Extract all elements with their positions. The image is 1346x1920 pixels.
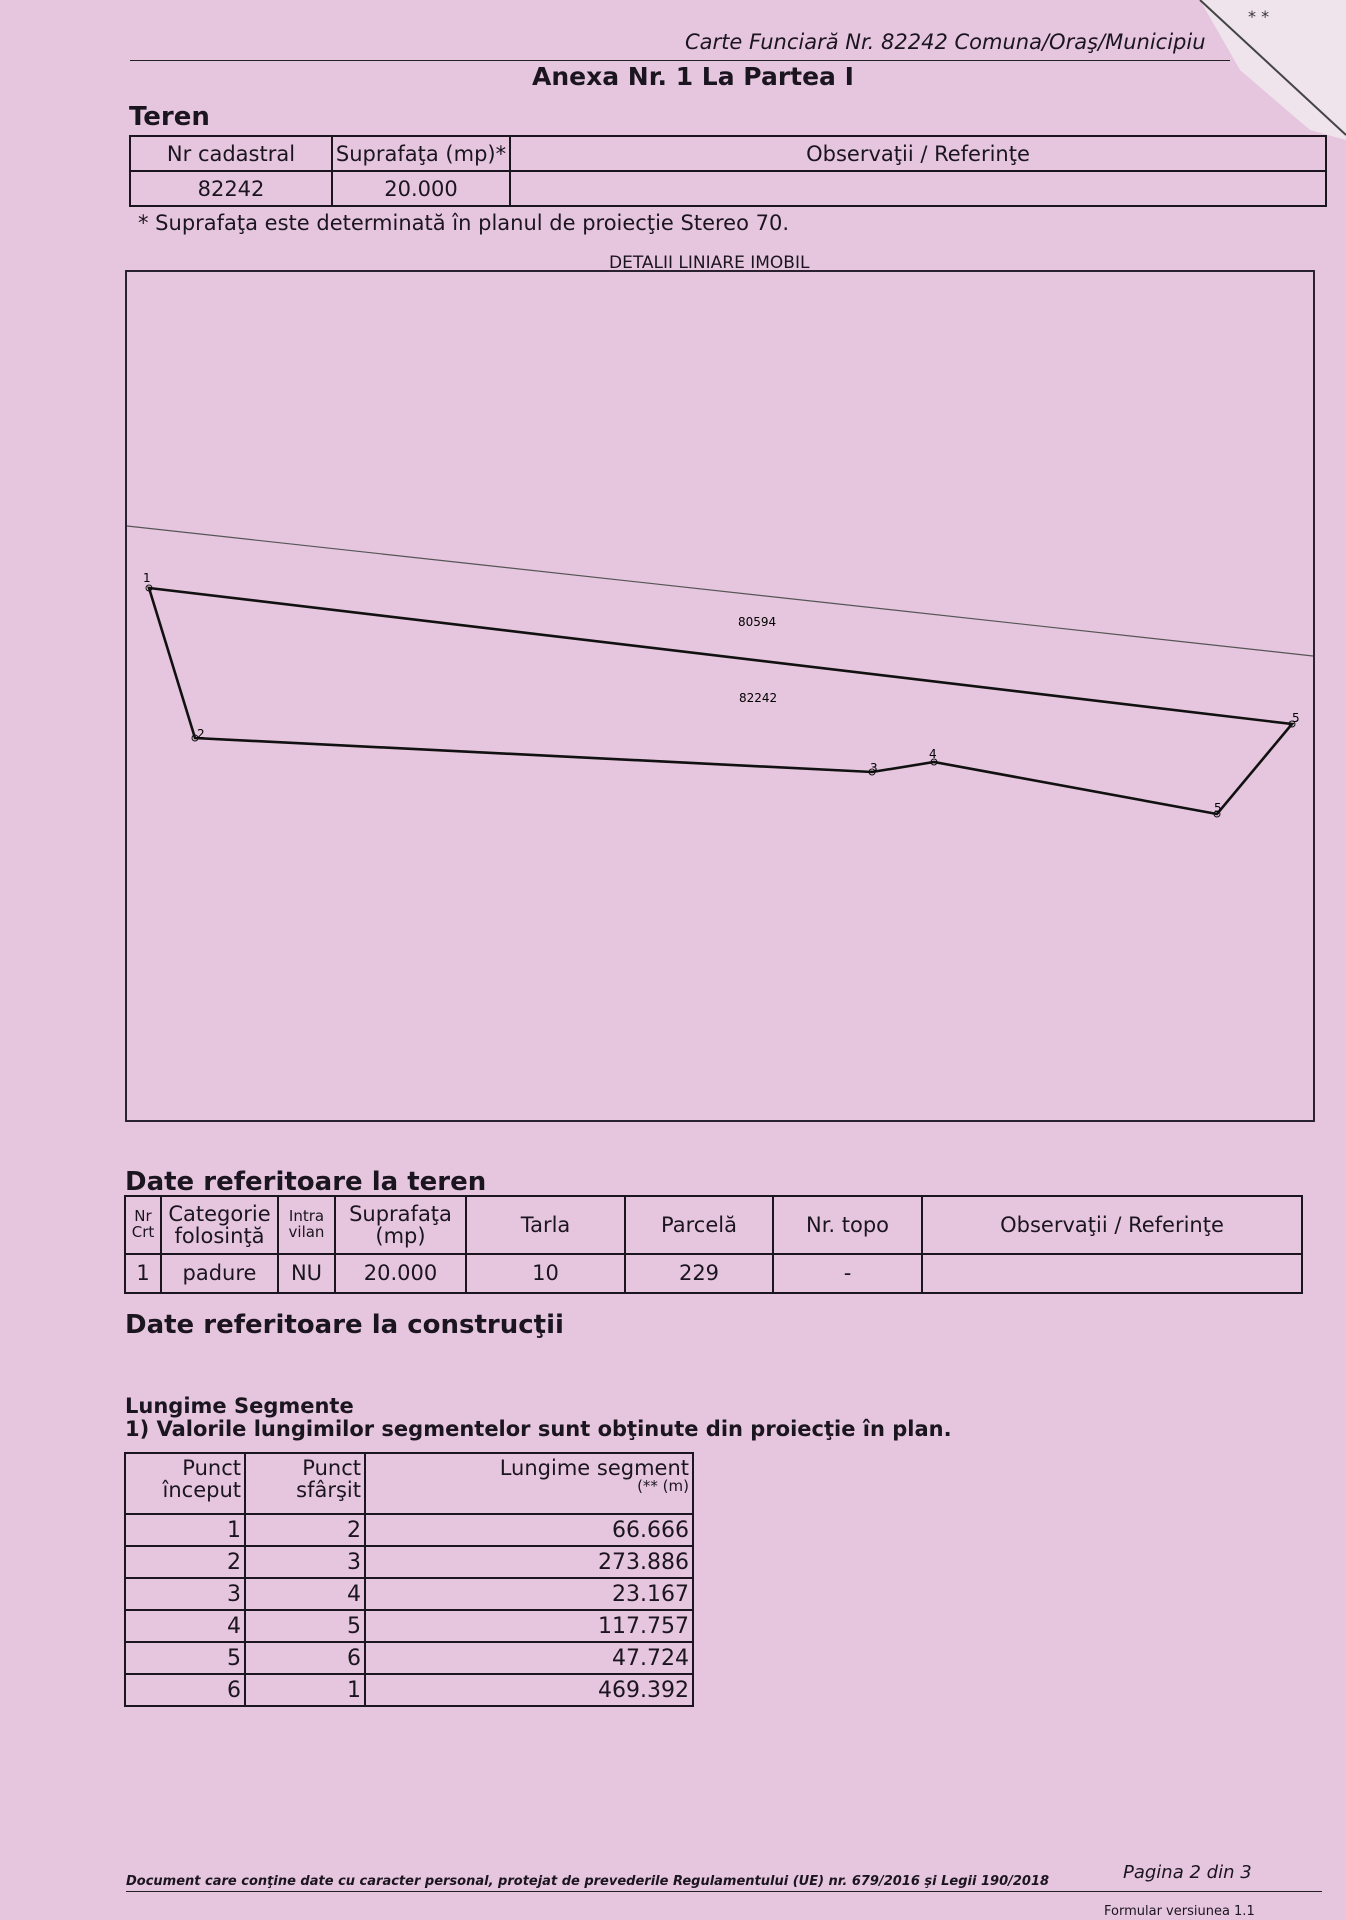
neighbor-boundary-line [127, 526, 1313, 656]
point-label: 2 [197, 727, 205, 741]
table-row [125, 1254, 1302, 1293]
cell-length: 273.886 [365, 1546, 693, 1578]
table-row [125, 1514, 693, 1546]
cell-categorie: padure [161, 1254, 278, 1293]
segment-length-unit: (** (m) [637, 1477, 689, 1496]
cell-suprafata: 20.000 [335, 1254, 466, 1293]
col-end-point: Punct sfârşit [245, 1453, 365, 1514]
table-row [125, 1546, 693, 1578]
cell-end: 6 [245, 1642, 365, 1674]
col-intravilan: Intra vilan [278, 1196, 335, 1254]
cell-end: 5 [245, 1610, 365, 1642]
constructions-section-title: Date referitoare la construcţii [125, 1310, 564, 1340]
point-label: 4 [929, 747, 937, 761]
cell-intravilan: NU [278, 1254, 335, 1293]
parcel-boundary [149, 588, 1292, 814]
land-data-section-title: Date referitoare la teren [125, 1167, 487, 1197]
cell-observatii [922, 1254, 1302, 1293]
cell-length: 23.167 [365, 1578, 693, 1610]
page-number: Pagina 2 din 3 [1123, 1862, 1252, 1883]
point-label: 3 [870, 761, 878, 775]
cell-end: 2 [245, 1514, 365, 1546]
teren-header-row [130, 136, 1326, 171]
parcel-number-label: 82242 [739, 691, 778, 705]
col-tarla: Tarla [466, 1196, 625, 1254]
cell-length: 66.666 [365, 1514, 693, 1546]
col-parcela: Parcelă [625, 1196, 773, 1254]
segments-note: 1) Valorile lungimilor segmentelor sunt obţinute din proiecţie în plan. [125, 1417, 952, 1441]
cell-length: 47.724 [365, 1642, 693, 1674]
table-row [125, 1674, 693, 1706]
table-row [125, 1610, 693, 1642]
col-suprafata: Suprafaţa (mp) [335, 1196, 466, 1254]
segments-header-row [125, 1453, 693, 1514]
svg-text:* *: * * [1248, 7, 1270, 26]
point-label: 1 [143, 571, 151, 585]
cell-start: 6 [125, 1674, 245, 1706]
cell-start: 5 [125, 1642, 245, 1674]
gdpr-disclaimer: Document care conţine date cu caracter personal, protejat de prevederile Regulamentului (UE) nr. 679/2016 şi Legii 190/2018 [126, 1874, 1050, 1889]
header-divider [130, 60, 1230, 61]
form-version: Formular versiunea 1.1 [1104, 1904, 1255, 1919]
cell-nr-topo: - [773, 1254, 922, 1293]
cell-length: 117.757 [365, 1610, 693, 1642]
cell-nr-crt: 1 [125, 1254, 161, 1293]
table-row [125, 1578, 693, 1610]
land-book-reference: Carte Funciară Nr. 82242 Comuna/Oraş/Municipiu [685, 30, 1206, 54]
cell-parcela: 229 [625, 1254, 773, 1293]
plan-label: DETALII LINIARE IMOBIL [609, 253, 810, 273]
cell-length: 469.392 [365, 1674, 693, 1706]
col-start-point: Punct început [125, 1453, 245, 1514]
col-nr-topo: Nr. topo [773, 1196, 922, 1254]
cell-end: 3 [245, 1546, 365, 1578]
col-nr-cadastral: Nr cadastral [130, 136, 332, 171]
teren-section-title: Teren [129, 102, 210, 132]
col-segment-length [365, 1453, 693, 1514]
segments-title: Lungime Segmente [125, 1394, 354, 1418]
col-observatii: Observaţii / Referinţe [922, 1196, 1302, 1254]
annex-title: Anexa Nr. 1 La Partea I [532, 62, 854, 91]
folded-corner [1160, 0, 1346, 140]
parcel-plan [125, 270, 1315, 1122]
teren-table [129, 135, 1327, 207]
cell-start: 4 [125, 1610, 245, 1642]
cell-start: 3 [125, 1578, 245, 1610]
land-data-header-row [125, 1196, 1302, 1254]
point-label: 5 [1214, 801, 1222, 815]
projection-note: * Suprafaţa este determinată în planul de proiecţie Stereo 70. [138, 211, 790, 235]
col-observatii: Observaţii / Referinţe [510, 136, 1326, 171]
cell-end: 4 [245, 1578, 365, 1610]
segments-table [124, 1452, 694, 1707]
footer-divider [126, 1891, 1322, 1892]
neighbor-parcel-label: 80594 [738, 615, 777, 629]
cell-end: 1 [245, 1674, 365, 1706]
cell-nr-cadastral: 82242 [130, 171, 332, 206]
table-row [125, 1642, 693, 1674]
cell-observatii [510, 171, 1326, 206]
land-data-table [124, 1195, 1303, 1294]
cell-tarla: 10 [466, 1254, 625, 1293]
cell-start: 1 [125, 1514, 245, 1546]
parcel-drawing [127, 272, 1313, 1120]
col-categorie: Categorie folosinţă [161, 1196, 278, 1254]
cell-start: 2 [125, 1546, 245, 1578]
col-nr-crt: Nr Crt [125, 1196, 161, 1254]
table-row [130, 171, 1326, 206]
col-suprafata: Suprafaţa (mp)* [332, 136, 510, 171]
segment-length-label: Lungime segment [499, 1456, 689, 1480]
cell-suprafata: 20.000 [332, 171, 510, 206]
point-label: 5 [1292, 711, 1300, 725]
